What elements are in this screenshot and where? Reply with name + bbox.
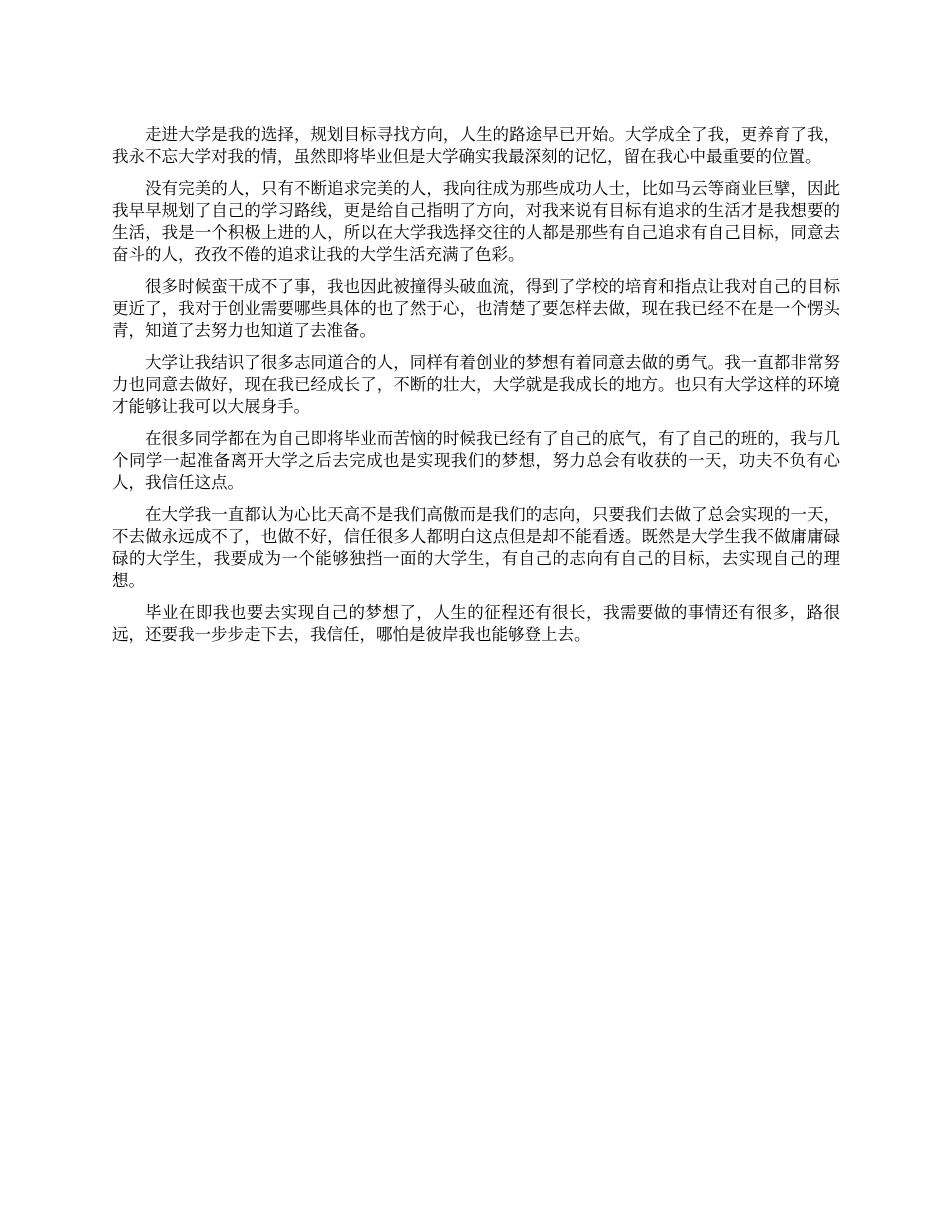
paragraph-2: 没有完美的人，只有不断追求完美的人，我向往成为那些成功人士，比如马云等商业巨擘，因此我早早规划了自己的学习路线，更是给自己指明了方向，对我来说有目标有追求的生活才是我想要的生活，我是一个积极上进的人，所以在大学我选择交往的人都是那些有自己追求有自己目标，同意去奋斗的人，孜孜不倦的追求让我的大学生活充满了色彩。 [112, 179, 840, 264]
document-page [112, 124, 840, 656]
paragraph-3: 很多时候蛮干成不了事，我也因此被撞得头破血流，得到了学校的培育和指点让我对自己的目标更近了，我对于创业需要哪些具体的也了然于心，也清楚了要怎样去做，现在我已经不在是一个愣头青，知道了去努力也知道了去准备。 [112, 277, 840, 340]
paragraph-7: 毕业在即我也要去实现自己的梦想了，人生的征程还有很长，我需要做的事情还有很多，路很远，还要我一步步走下去，我信任，哪怕是彼岸我也能够登上去。 [112, 603, 840, 644]
paragraph-6: 在大学我一直都认为心比天高不是我们高傲而是我们的志向，只要我们去做了总会实现的一天，不去做永远成不了，也做不好，信任很多人都明白这点但是却不能看透。既然是大学生我不做庸庸碌碌的大学生，我要成为一个能够独挡一面的大学生，有自己的志向有自己的目标，去实现自己的理想。 [112, 505, 840, 590]
paragraph-1: 走进大学是我的选择，规划目标寻找方向，人生的路途早已开始。大学成全了我，更养育了我，我永不忘大学对我的情，虽然即将毕业但是大学确实我最深刻的记忆，留在我心中最重要的位置。 [112, 125, 840, 166]
paragraph-4: 大学让我结识了很多志同道合的人，同样有着创业的梦想有着同意去做的勇气。我一直都非常努力也同意去做好，现在我已经成长了，不断的壮大，大学就是我成长的地方。也只有大学这样的环境才能够让我可以大展身手。 [112, 353, 840, 416]
paragraph-5: 在很多同学都在为自己即将毕业而苦恼的时候我已经有了自己的底气，有了自己的班的，我与几个同学一起准备离开大学之后去完成也是实现我们的梦想，努力总会有收获的一天，功夫不负有心人，我信任这点。 [112, 429, 840, 492]
